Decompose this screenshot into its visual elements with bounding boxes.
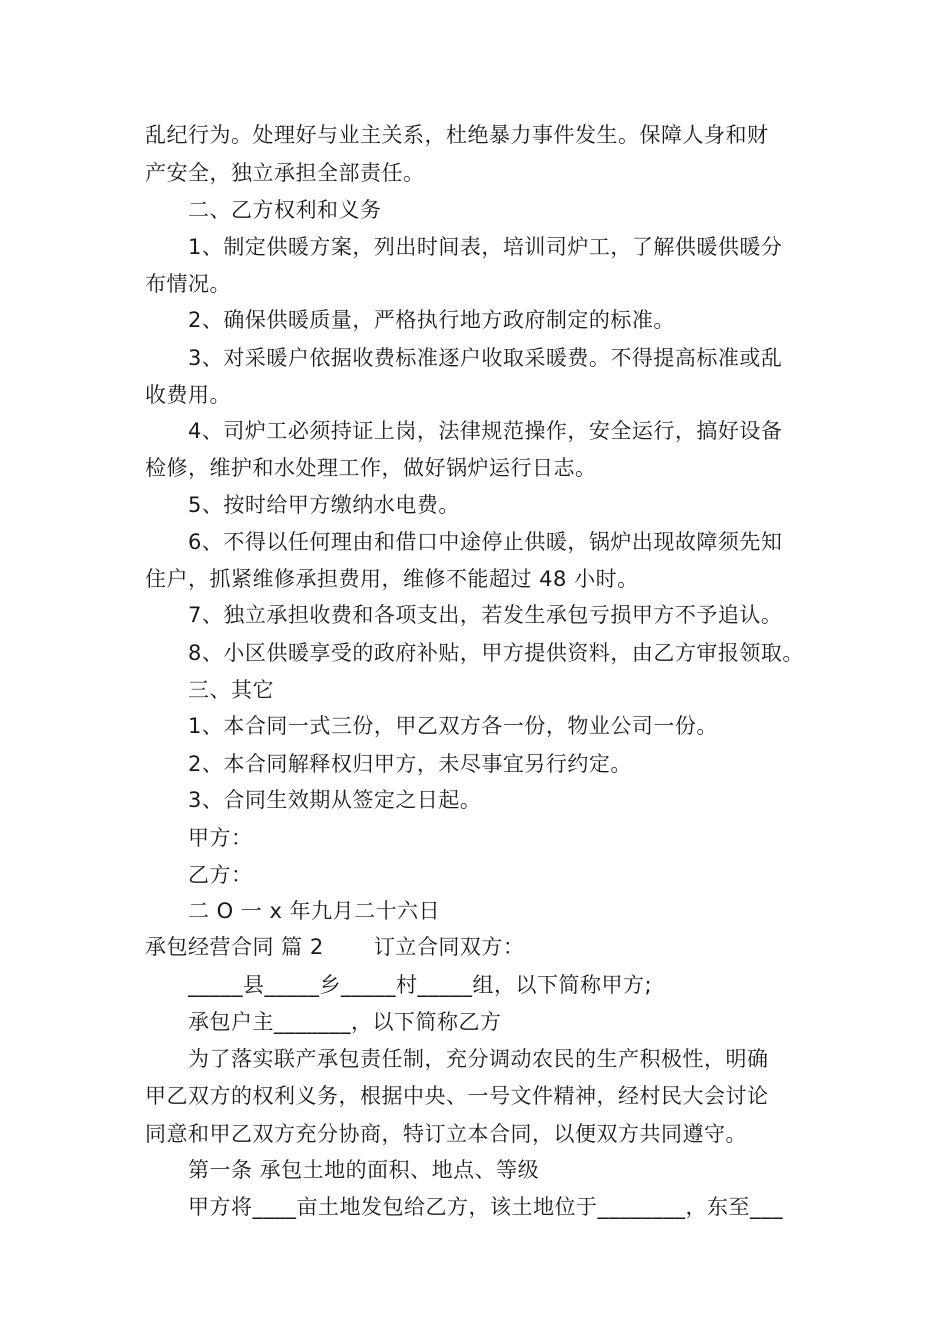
paragraph-line: 2、确保供暖质量，严格执行地方政府制定的标准。 [188,308,675,332]
paragraph-line: 6、不得以任何理由和借口中途停止供暖，锅炉出现故障须先知 [188,530,783,554]
paragraph-line: 住户，抓紧维修承担费用，维修不能超过 48 小时。 [145,567,639,591]
date-line: 二 O 一 x 年九月二十六日 [188,899,441,923]
party-b-signature-line: 乙方： [188,863,253,887]
paragraph-line: 3、合同生效期从签定之日起。 [188,788,482,812]
paragraph-line: 为了落实联产承包责任制，充分调动农民的生产积极性，明确 [188,1047,769,1071]
contract-title-line: 承包经营合同 篇 2 订立合同双方： [145,935,525,959]
section-heading: 三、其它 [188,678,274,702]
paragraph-line: 8、小区供暖享受的政府补贴，甲方提供资料，由乙方审报领取。 [188,641,804,665]
paragraph-line: 2、本合同解释权归甲方，未尽事宜另行约定。 [188,752,632,776]
paragraph-line: _____县_____乡_____村_____组，以下简称甲方; [188,973,653,997]
party-a-signature-line: 甲方： [188,826,253,850]
paragraph-line: 布情况。 [145,272,231,296]
paragraph-line: 4、司炉工必须持证上岗，法律规范操作，安全运行，搞好设备 [188,419,783,443]
section-heading: 二、乙方权利和义务 [188,198,382,222]
paragraph-line: 1、本合同一式三份，甲乙双方各一份，物业公司一份。 [188,714,718,738]
paragraph-line: 产安全，独立承担全部责任。 [145,161,425,185]
paragraph-line: 1、制定供暖方案，列出时间表，培训司炉工，了解供暖供暖分 [188,235,783,259]
paragraph-line: 同意和甲乙双方充分协商，特订立本合同，以便双方共同遵守。 [145,1122,747,1146]
article-heading: 第一条 承包土地的面积、地点、等级 [188,1158,540,1182]
paragraph-line: 甲方将____亩土地发包给乙方，该土地位于________，东至___ [188,1195,783,1219]
paragraph-line: 乱纪行为。处理好与业主关系，杜绝暴力事件发生。保障人身和财 [145,123,769,147]
paragraph-line: 检修，维护和水处理工作，做好锅炉运行日志。 [145,456,597,480]
paragraph-line: 承包户主_______，以下简称乙方 [188,1010,502,1034]
paragraph-line: 7、独立承担收费和各项支出，若发生承包亏损甲方不予追认。 [188,603,783,627]
paragraph-line: 甲乙双方的权利义务，根据中央、一号文件精神，经村民大会讨论 [145,1084,769,1108]
paragraph-line: 5、按时给甲方缴纳水电费。 [188,493,460,517]
paragraph-line: 收费用。 [145,383,231,407]
paragraph-line: 3、对采暖户依据收费标准逐户收取采暖费。不得提高标准或乱 [188,346,783,370]
